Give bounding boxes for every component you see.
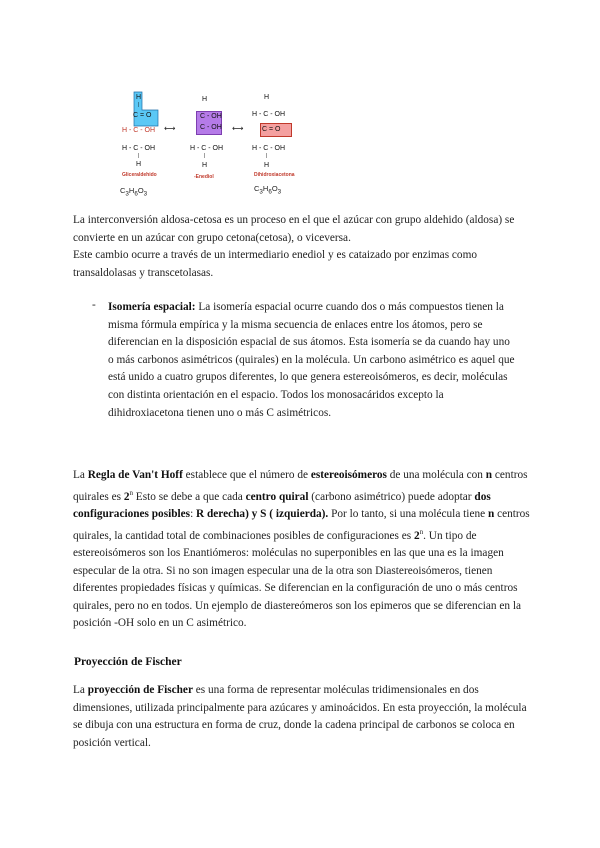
paragraph-vant-hoff: La Regla de Van't Hoff establece que el número de estereoisómeros de una molécula con n centros quirales es 2$^n$ Esto se debe a que cada centro quiral (carbono asimétrico) puede adoptar dos configuraciones posibles: R derecha) y S ( izquierda). Por lo tanto, si una molécula tiene n centros quirales, la cantidad total de combinaciones posibles de configuraciones es 2$^n$. Un tipo de estereoisómeros son los Enantiómeros: moléculas no superponibles en las que una es la imagen especular de la otra. Si no son imagen especular una de la otra son Diastereoisómeros, tienen diferentes propiedades físicas y químicas. Se diferencian en la configuración de uno o más centros quirales, pero no en todos. Un ejemplo de diastereómeros son los epimeros que se diferencian en la posición -OH solo en un C asimétrico. (73, 469, 530, 630)
mol1-name: Gliceraldehido (122, 172, 157, 178)
paragraph-spatial-isomerism: Isomería espacial: La isomería espacial ocurre cuando dos o más compuestos tienen la misma fórmula empírica y la misma secuencia de enlaces entre los átomos, pero se diferencian en la disposición espacial de sus átomos. Esta isomería se da cuando hay uno o más carbonos asimétricos (quirales) en la molécula. Un carbono asimétrico es aquel que está unido a cuatro grupos diferentes, lo que genera estereoisómeros, es decir, moléculas con distinta orientación en el espacio. Todos los monosacáridos excepto la dihidroxiacetona tienen uno o más C asimétricos. (108, 301, 515, 419)
mol3-formula: $C_3H_6O_3$ (254, 184, 282, 196)
paragraph-fischer: La proyección de Fischer es una forma de representar moléculas tridimensionales en dos dimensiones, utilizada principalmente para azúcares y aminoácidos. En esta proyección, la molécula se dibuja con una estructura en forma de cruz, donde la cadena principal de carbonos se coloca en posición vertical. (73, 684, 527, 749)
mol3-row-1: H (264, 94, 270, 101)
mol1-row-5: H (136, 161, 142, 168)
aldose-ketose-figure (108, 86, 308, 206)
mol3-name: Dihidroxiacetona (254, 172, 295, 178)
mol3-row-5: H (264, 162, 270, 169)
mol1-formula: $C_3H_6O_3$ (120, 186, 148, 198)
spatial-isomerism-title: Isomería espacial: (108, 301, 196, 313)
bullet-marker: - (92, 299, 96, 311)
mol1-row-1: H (136, 94, 142, 101)
mol2-name: -Enediol (194, 174, 214, 180)
mol2-row-5: H (202, 162, 208, 169)
heading-fischer: Proyección de Fischer (74, 656, 182, 668)
mol2-row-4: H - C - OH (190, 145, 224, 152)
mol2-row-1: H (202, 96, 208, 103)
mol3-row-2: H - C - OH (252, 111, 286, 118)
molecule-enediol: H C - OH C - OH H - C - OH | H (190, 96, 224, 169)
paragraph-interconversion: La interconversión aldosa-cetosa es un proceso en el que el azúcar con grupo aldehido (aldosa) se convierte en un azúcar con grupo cetona(cetosa), o viceversa. (73, 214, 515, 244)
equilibrium-arrow-2: ⟷ (232, 124, 244, 133)
mol1-row-3: H - C - OH (122, 127, 156, 134)
paragraph-enediol: Este cambio ocurre a través de un intermediario enediol y es cataizado por enzimas como transaldolasas y transcetolasas. (73, 249, 478, 279)
mol3-row-3: C = O (262, 126, 281, 133)
molecule-dihydroxyacetone: H H - C - OH C = O H - C - OH | H (252, 94, 286, 169)
mol2-row-3: C - OH (200, 124, 222, 131)
equilibrium-arrow-1: ⟷ (164, 124, 176, 133)
mol1-row-2: C = O (133, 112, 152, 119)
mol2-row-2: C - OH (200, 113, 222, 120)
mol1-row-4: H - C - OH (122, 145, 156, 152)
mol3-row-4: H - C - OH (252, 145, 286, 152)
molecule-glyceraldehyde: H | C = O H - C - OH H - C - OH | H (122, 94, 156, 168)
